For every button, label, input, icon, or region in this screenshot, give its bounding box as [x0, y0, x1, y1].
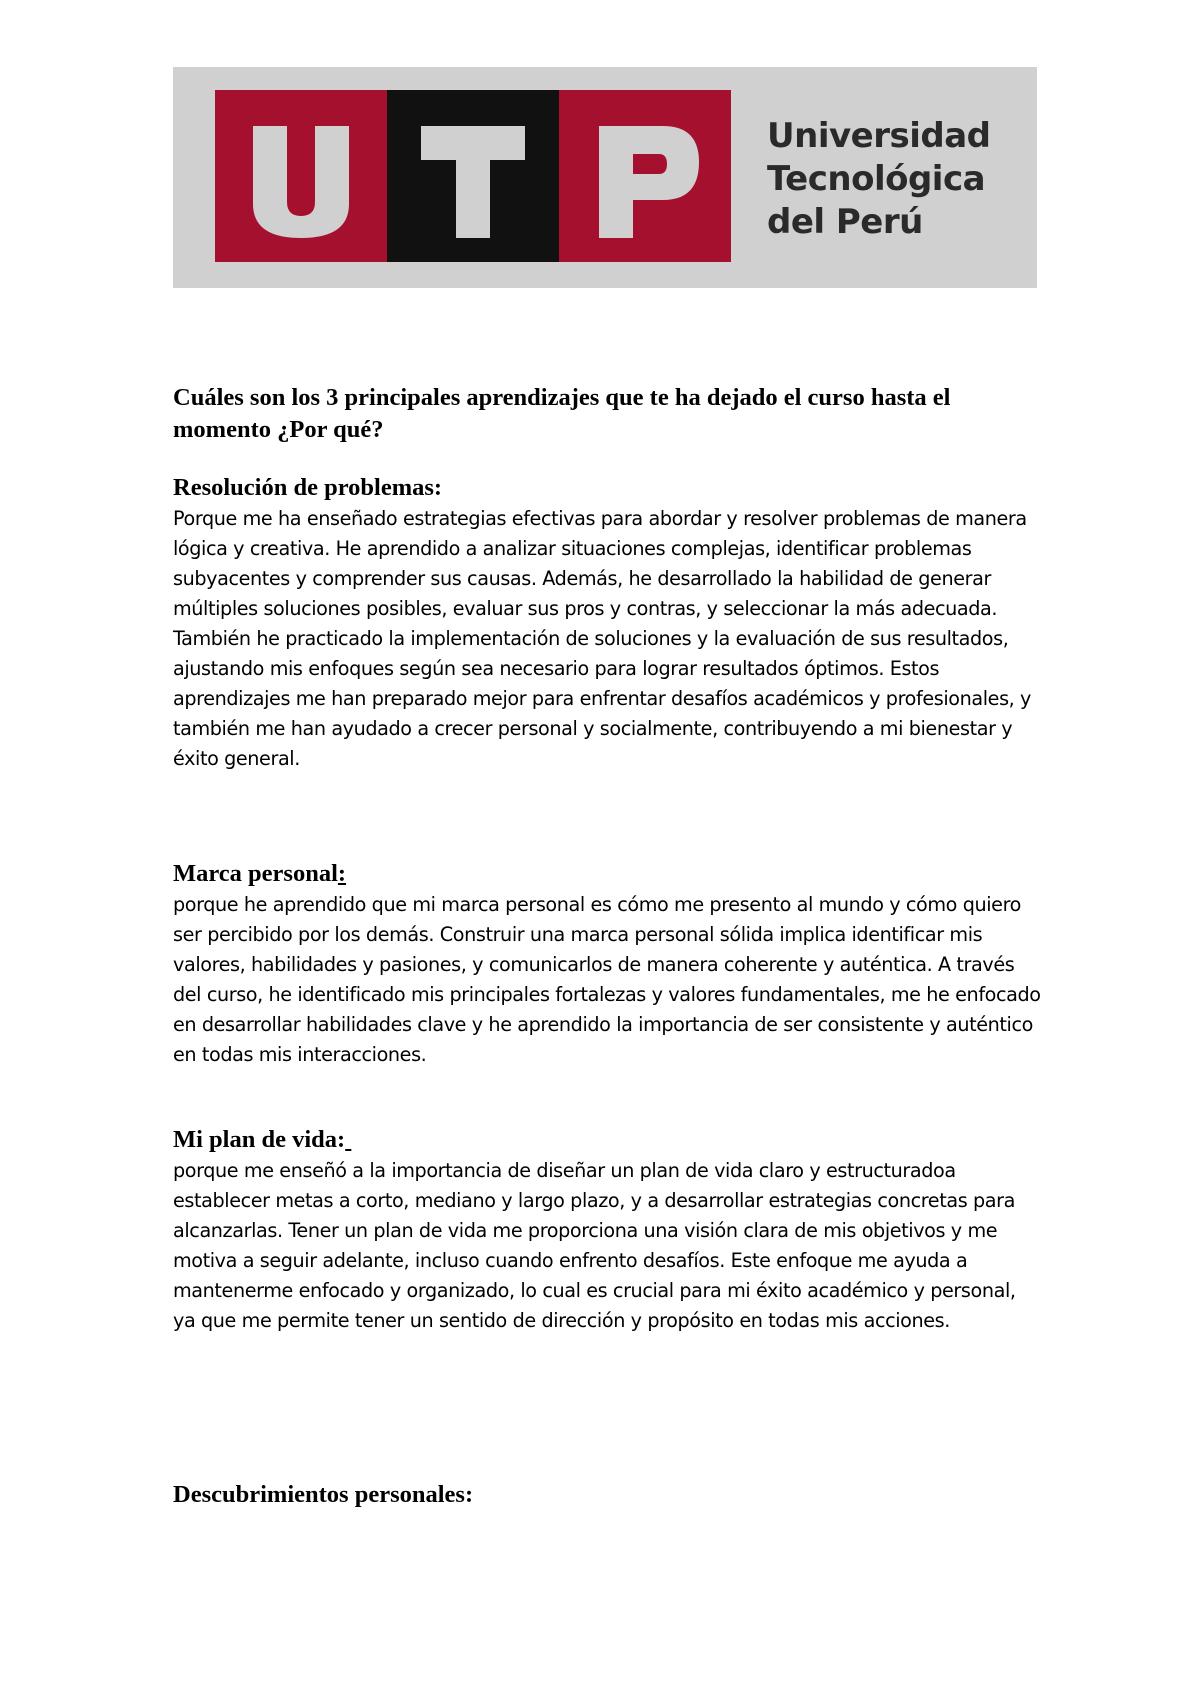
logo-letter-t-block	[387, 90, 559, 262]
wordmark-line-2: Tecnológica	[767, 159, 986, 199]
document-body	[173, 382, 1041, 1511]
section-title-life-plan: Mi plan de vida:	[173, 1126, 346, 1153]
section-title-problem-solving: Resolución de problemas:	[173, 474, 443, 501]
main-question: Cuáles son los 3 principales aprendizajes que te ha dejado el curso hasta el momento ¿Por qué?	[173, 384, 951, 443]
section-body-personal-brand: porque he aprendido que mi marca personal es cómo me presento al mundo y cómo quiero ser percibido por los demás. Construir una marca personal sólida implica identificar mis valores, habilidades y pasiones, y comunicarlos de manera coherente y auténtica. A través del curso, he identificado mis principales fortalezas y valores fundamentales, me he enfocado en desarrollar habilidades clave y he aprendido la importancia de ser consistente y auténtico en todas mis interacciones.	[173, 893, 1041, 1066]
letter-t-glyph	[387, 90, 559, 262]
logo-letter-u-block	[215, 90, 387, 262]
svg-text:T: T	[387, 90, 388, 91]
logo-letter-p-block	[559, 90, 731, 262]
logo-wordmark	[767, 115, 990, 244]
utp-logo	[173, 67, 1037, 288]
section-body-problem-solving: Porque me ha enseñado estrategias efectivas para abordar y resolver problemas de manera lógica y creativa. He aprendido a analizar situaciones complejas, identificar problemas subyacentes y comprender sus causas. Además, he desarrollado la habilidad de generar múltiples soluciones posibles, evaluar sus pros y contras, y seleccionar la más adecuada. También he practicado la implementación de soluciones y la evaluación de sus resultados, ajustando mis enfoques según sea necesario para lograr resultados óptimos. Estos aprendizajes me han preparado mejor para enfrentar desafíos académicos y profesionales, y también me han ayudado a crecer personal y socialmente, contribuyendo a mi bienestar y éxito general.	[173, 507, 1032, 770]
letter-u-glyph	[215, 90, 387, 262]
section-title-personal-brand: Marca personal:	[173, 860, 347, 887]
wordmark-line-1: Universidad	[767, 116, 991, 156]
svg-text:U: U	[215, 90, 216, 91]
letter-p-glyph	[559, 90, 731, 262]
section-body-life-plan: porque me enseñó a la importancia de diseñar un plan de vida claro y estructuradoa establecer metas a corto, mediano y largo plazo, y a desarrollar estrategias concretas para alcanzarlas. Tener un plan de vida me proporciona una visión clara de mis objetivos y me motiva a seguir adelante, incluso cuando enfrento desafíos. Este enfoque me ayuda a mantenerme enfocado y organizado, lo cual es crucial para mi éxito académico y personal, ya que me permite tener un sentido de dirección y propósito en todas mis acciones.	[173, 1159, 1016, 1332]
wordmark-line-3: del Perú	[767, 202, 923, 242]
section-title-personal-discoveries: Descubrimientos personales:	[173, 1481, 474, 1508]
svg-text:P: P	[559, 90, 560, 91]
